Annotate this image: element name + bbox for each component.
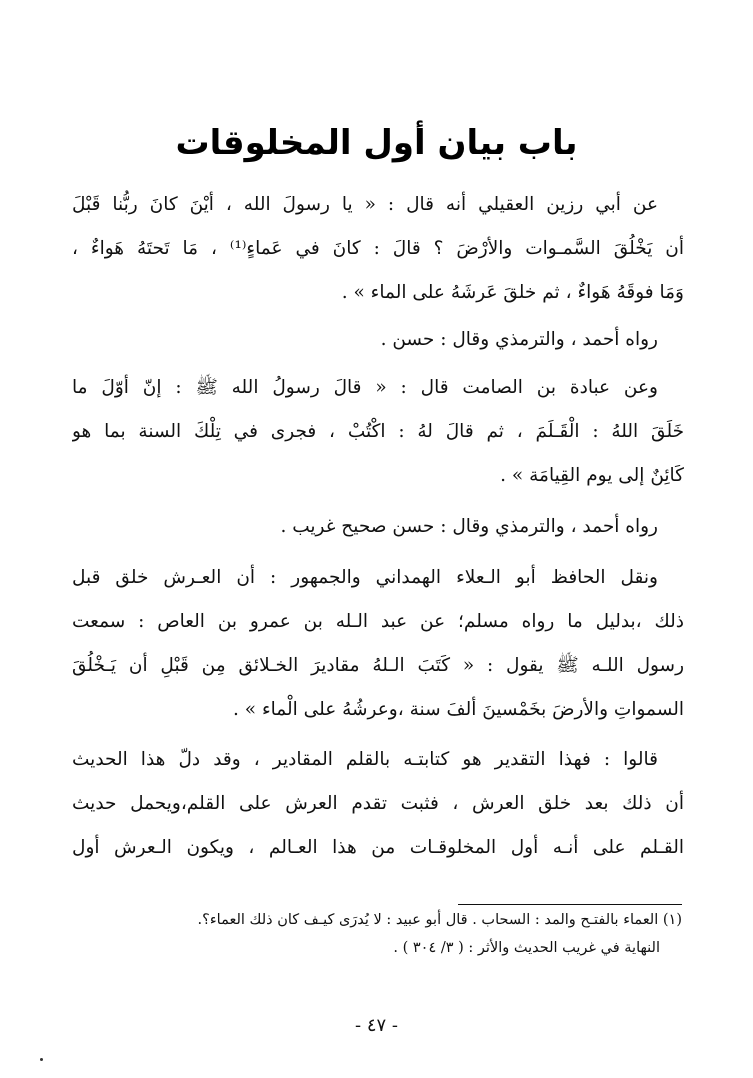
paragraph-hadith-2: [72, 366, 684, 498]
text-line: رواه أحمد ، والترمذي وقال : حسن .: [380, 329, 658, 350]
text-line: خَلَقَ اللهُ : الْقَـلَمَ ، ثم قالَ لهُ : اكْتُبْ ، فجرى في تِلْكَ السنة بما هو: [72, 421, 684, 442]
text-line: رواه أحمد ، والترمذي وقال : حسن صحيح غريب .: [280, 516, 658, 537]
text-line: كَائِنٌ إلى يوم القِيامَة » .: [500, 465, 684, 486]
text-line: وَمَا فوقَهُ هَواءٌ ، ثم خلقَ عَرشَهُ على الماء » .: [341, 282, 684, 303]
text-line: أن ذلك بعد خلق العرش ، فثبت تقدم العرش على القلم،ويحمل حديث: [72, 793, 684, 814]
text-line: ذلك ،بدليل ما رواه مسلم؛ عن عبد الـله بن عمرو بن العاص : سمعت: [72, 611, 684, 632]
text-line: ونقل الحافظ أبو الـعلاء الهمداني والجمهور : أن العـرش خلق قبل: [72, 567, 658, 588]
footnote-divider: [458, 904, 682, 905]
text-line: أن يَخْلُقَ السَّمـوات والأرْضَ ؟ قالَ : كانَ في عَماءٍ⁽¹⁾ ، مَا تَحتَهُ هَواءٌ ،: [72, 238, 684, 259]
scan-speck: [40, 1058, 43, 1061]
text-line: القـلم على أنـه أول المخلوقـات من هذا العـالم ، ويكون الـعرش أول: [72, 837, 684, 858]
paragraph-narration-2: [72, 505, 684, 549]
text-line: وعن عبادة بن الصامت قال : « قالَ رسولُ الله ﷺ : إنّ أوّلَ ما: [72, 377, 658, 398]
text-line: قالوا : فهذا التقدير هو كتابتـه بالقلم المقادير ، وقد دلّ هذا الحديث: [72, 749, 658, 770]
text-line: السمواتِ والأرضَ بخَمْسينَ ألفَ سنة ،وعرشُهُ على الْماء » .: [233, 699, 684, 720]
footnote-line: النهاية في غريب الحديث والأثر : ( ٣/ ٣٠٤ ) .: [393, 940, 660, 956]
paragraph-narration-1: [72, 318, 684, 362]
paragraph-hafiz: [72, 556, 684, 732]
text-line: عن أبي رزين العقيلي أنه قال : « يا رسولَ الله ، أيْنَ كانَ ربُّنا قَبْلَ: [72, 194, 658, 215]
chapter-title: باب بيان أول المخلوقات: [175, 123, 578, 163]
paragraph-explanation: [72, 738, 684, 870]
paragraph-hadith-1: [72, 183, 684, 315]
footnote-line: (١) العماء بالفتـح والمد : السحاب . قال أبو عبيد : لا يُدرَى كيـف كان ذلك العماء؟.: [197, 912, 682, 928]
footnotes: [90, 906, 682, 962]
page-number: - ٤٧ -: [355, 1015, 398, 1036]
text-line: رسول اللـه ﷺ يقول : « كَتَبَ الـلهُ مقاديرَ الخـلائق مِن قَبْلِ أن يَـخْلُقَ: [72, 655, 684, 676]
